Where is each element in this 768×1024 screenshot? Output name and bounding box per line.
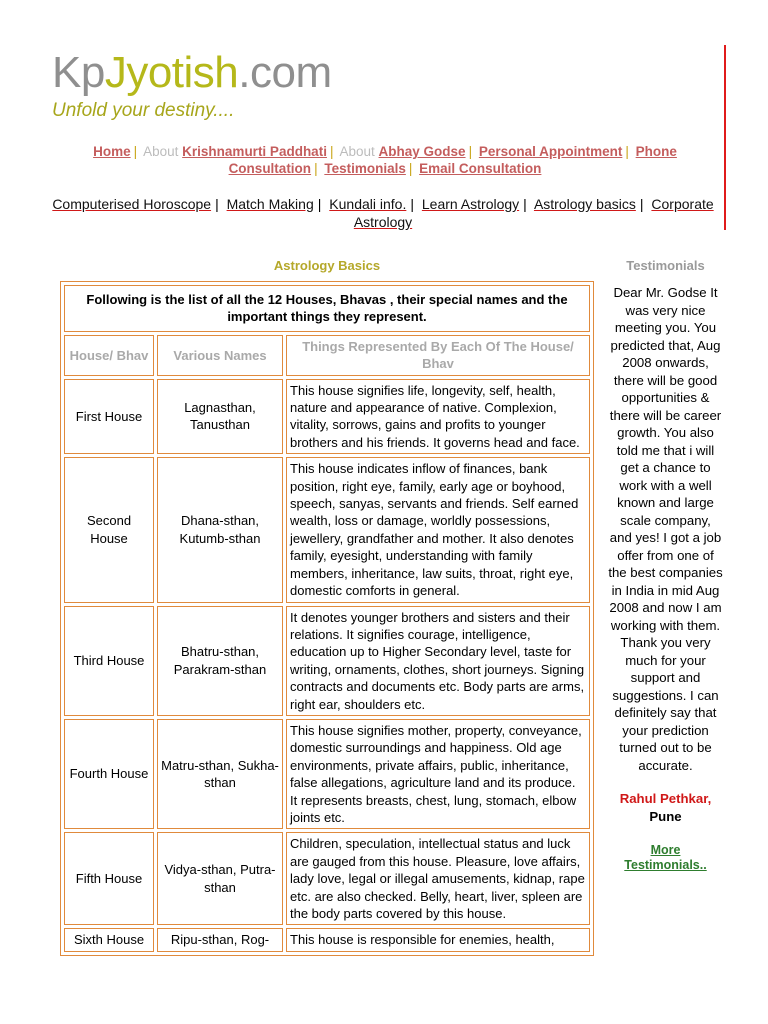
nav-phone-link[interactable]: Phone Consultation: [228, 144, 677, 176]
section-title: Astrology Basics: [273, 258, 381, 273]
nav-appointment-link[interactable]: Personal Appointment: [478, 144, 623, 159]
table-row: [64, 928, 590, 951]
header-house: House/ Bhav: [64, 335, 154, 376]
names-cell: Vidya-sthan, Putra-sthan: [157, 832, 283, 925]
desc-cell: This house signifies life, longevity, self, health, nature and appearance of native. Complexion, vitality, sorrows, gains and profits to younger brothers and his friends. It governs head and face.: [286, 379, 590, 455]
nav-separator: |: [468, 144, 473, 159]
table-row: [64, 457, 590, 602]
nav-learn-astrology-link[interactable]: Learn Astrology: [421, 196, 520, 212]
table-row: [64, 379, 590, 455]
nav-separator: |: [314, 161, 318, 176]
desc-cell: Children, speculation, intellectual status and luck are gauged from this house. Pleasure, love affairs, lady love, legal or illegal amusements, kidnap, rape etc. are also checked. Belly, heart, liver, spleen are the body parts covered by this house.: [286, 832, 590, 925]
testimonial-box: [608, 284, 723, 873]
table-row: [64, 606, 590, 716]
header-names: Various Names: [157, 335, 283, 376]
names-cell: Dhana-sthan, Kutumb-sthan: [157, 457, 283, 602]
nav-abhay-link[interactable]: Abhay Godse: [378, 144, 466, 159]
nav-separator: |: [329, 144, 334, 159]
desc-cell: This house is responsible for enemies, health,: [286, 928, 590, 951]
nav-email-link[interactable]: Email Consultation: [419, 161, 542, 176]
house-cell: Third House: [64, 606, 154, 716]
house-cell: Second House: [64, 457, 154, 602]
primary-nav: [60, 143, 710, 177]
houses-table: [60, 281, 594, 956]
nav-corporate-astrology-link[interactable]: Corporate Astrology: [353, 196, 714, 230]
nav-about-label: About: [339, 144, 375, 159]
logo-jyotish: Jyotish: [104, 48, 239, 97]
table-intro-row: [64, 285, 590, 332]
right-divider-line: [724, 45, 726, 230]
nav-astrology-basics-link[interactable]: Astrology basics: [533, 196, 636, 212]
site-tagline: Unfold your destiny....: [52, 100, 235, 121]
header-things: Things Represented By Each Of The House/ Bhav: [286, 335, 590, 376]
table-intro: Following is the list of all the 12 Houses, Bhavas , their special names and the important things they represent.: [64, 285, 590, 332]
nav-separator: |: [133, 144, 138, 159]
more-testimonials-link[interactable]: More Testimonials..: [624, 843, 707, 872]
house-cell: First House: [64, 379, 154, 455]
nav-home-link[interactable]: Home: [93, 144, 131, 159]
nav-horoscope-link[interactable]: Computerised Horoscope: [52, 196, 212, 212]
house-cell: Fifth House: [64, 832, 154, 925]
testimonial-author: Rahul Pethkar,: [619, 791, 712, 806]
nav-kundali-link[interactable]: Kundali info.: [329, 196, 407, 212]
nav-separator: |: [408, 161, 413, 176]
house-cell: Fourth House: [64, 719, 154, 829]
nav-kp-link[interactable]: Krishnamurti Paddhati: [182, 144, 327, 159]
names-cell: Matru-sthan, Sukha-sthan: [157, 719, 283, 829]
nav-testimonials-link[interactable]: Testimonials: [324, 161, 406, 176]
names-cell: Lagnasthan, Tanusthan: [157, 379, 283, 455]
house-cell: Sixth House: [64, 928, 154, 951]
table-row: [64, 719, 590, 829]
logo-com: .com: [238, 48, 332, 97]
desc-cell: This house indicates inflow of finances, bank position, right eye, family, early age or boyhood, speech, sanyas, servants and friends. Self earned wealth, loss or damage, worldly possessions, jewellery, grandfather and mother. It also denotes family, eyesight, understanding with family members, inheritance, law suits, throat, right eye, domestic comforts in general.: [286, 457, 590, 602]
nav-separator: |: [625, 144, 629, 159]
logo-kp: Kp: [52, 48, 105, 97]
testimonial-text: Dear Mr. Godse It was very nice meeting you. You predicted that, Aug 2008 onwards, there will be good opportunities & there will be career growth. You also told me that i will get a chance to work with a well known and large scale company, and yes! I got a job offer from one of the best companies in India in mid Aug 2008 and now I am working with them. Thank you very much for your support and suggestions. I can definitely say that your prediction turned out to be accurate.: [608, 285, 723, 773]
table-header-row: [64, 335, 590, 376]
desc-cell: It denotes younger brothers and sisters and their relations. It signifies courage, intelligence, education up to Higher Secondary level, taste for writing, ornaments, clothes, short journeys. Signing contracts and documents etc. Body parts are arms, right ear, shoulders etc.: [286, 606, 590, 716]
names-cell: Ripu-sthan, Rog-: [157, 928, 283, 951]
nav-about-label: About: [143, 144, 179, 159]
site-logo[interactable]: [52, 48, 332, 98]
table-row: [64, 832, 590, 925]
names-cell: Bhatru-sthan, Parakram-sthan: [157, 606, 283, 716]
desc-cell: This house signifies mother, property, conveyance, domestic surroundings and happiness. Old age environments, private affairs, public, inheritance, false allegations, agriculture land and its produce. It represents breasts, chest, lung, stomach, elbow joints etc.: [286, 719, 590, 829]
nav-matchmaking-link[interactable]: Match Making: [226, 196, 314, 212]
testimonials-title: Testimonials: [626, 258, 705, 273]
testimonial-city: Pune: [649, 808, 682, 824]
secondary-nav: Computerised Horoscope | Match Making | Kundali info. | Learn Astrology | Astrology basics | Corporate Astrology: [52, 196, 714, 230]
